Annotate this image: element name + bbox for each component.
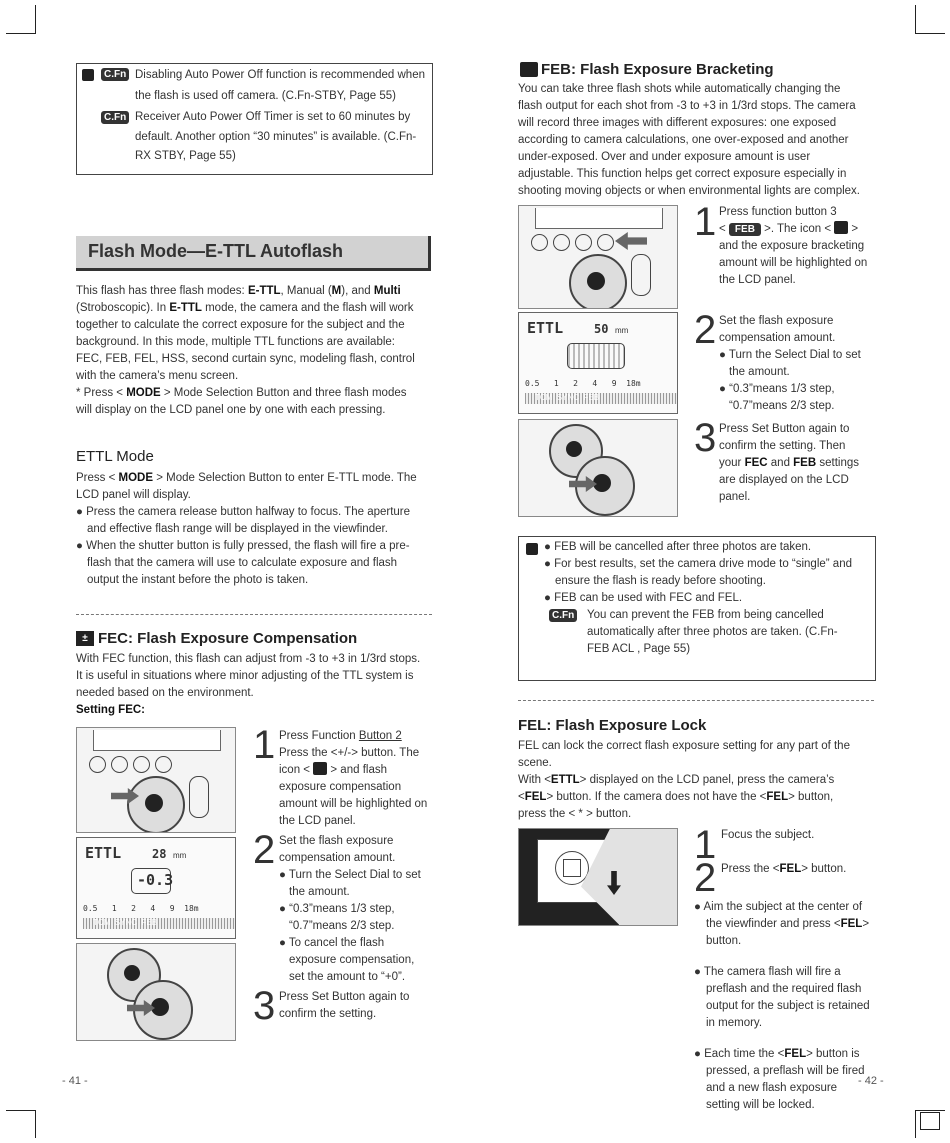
fec-step-1: Press Function Button 2 Press the <+/-> button. The icon < > and flash exposure compensation amount will be highlighted on the LCD panel. [279,730,428,827]
feb-step-2: Set the flash exposure compensation amount. ● Turn the Select Dial to set the amount. ● “0.3”means 1/3 step, “0.7”means 2/3 step. [719,315,861,412]
note-line: default. Another option “30 minutes” is available. (C.Fn- [135,131,417,143]
lcd-feb: ETTL 50 mm 0.5 1 2 4 9 18m TCM SYNC FEB [518,312,678,414]
note-line: the flash is used off camera. (C.Fn-STBY, Page 55) [135,90,397,102]
crop-mark [915,33,945,34]
feb-step-1: Press function button 3 < FEB >. The icon < > and the exposure bracketing amount will be highlighted on the LCD panel. [719,206,868,286]
feb-icon [834,221,848,234]
register-box [920,1112,940,1130]
step-number: 3 [253,984,276,1028]
crop-mark [915,1110,945,1111]
fel-title: FEL: Flash Exposure Lock [518,717,707,734]
page-number: - 41 - [62,1075,88,1087]
ettl-paragraph: Press < MODE > Mode Selection Button to enter E-TTL mode. The LCD panel will display. ● Press the camera release button halfway to focus. The aperture and effective flash range will be displayed in the viewfinder. ● When the shutter button is fully pressed, the flash will fire a pre- flash that the camera will use to calculate exposure and flash output the instant before the photo is taken. [76,472,417,586]
dial-illustration [76,943,236,1041]
feb-title: FEB: Flash Exposure Bracketing [541,61,774,78]
crop-mark [35,5,36,33]
intro-paragraph: This flash has three flash modes: E-TTL, Manual (M), and Multi (Stroboscopic). In E-TTL mode, the camera and the flash will work together to calculate the correct exposure for the subject and the background. In this mode, multiple TTL functions are available: FEC, FEB, FEL, HSS, second curtain sync, modeling flash, control with the camera’s menu screen. * Press < MODE > Mode Selection Button and three flash modes will display on the LCD panel one by one with each pressing. [76,285,415,416]
page-number: - 42 - [858,1075,884,1087]
divider [76,614,432,615]
step-number: 3 [694,416,717,460]
fec-icon [313,762,327,775]
section-title: Flash Mode—E-TTL Autoflash [88,241,343,261]
note-line: Receiver Auto Power Off Timer is set to 60 minutes by [135,111,411,123]
fec-step-2: Set the flash exposure compensation amount. ● Turn the Select Dial to set the amount. ● “0.3”means 1/3 step, “0.7”means 2/3 step. ● To cancel the flash exposure compensation, set the amount to “+0”. [279,835,421,983]
fel-bullets: ● Aim the subject at the center of the viewfinder and press <FEL> button. ● The camera flash will fire a preflash and the required flash output for the subject is retained in memory. ● Each time the <FEL> button is pressed, a preflash will be fired and a new flash exposure setting will be locked. [694,901,870,1111]
crop-mark [915,5,916,33]
lcd-fec: ETTL 28 mm -0.3 0.5 1 2 4 9 18m TCM SYNC FEB [76,837,236,939]
fec-icon: ± [76,631,94,646]
note-icon [82,69,94,81]
flash-buttons-illustration [518,205,678,309]
crop-mark [6,33,36,34]
fel-step-1: Focus the subject. [721,829,815,841]
dial-illustration [518,419,678,517]
note-line: Disabling Auto Power Off function is recommended when [135,69,425,81]
note-line: RX STBY, Page 55) [135,150,236,162]
crop-mark [35,1110,36,1138]
fec-step-3: Press Set Button again to confirm the setting. [279,991,410,1020]
cfn-tag: C.Fn [101,68,129,81]
feb-step-3: Press Set Button again to confirm the setting. Then your FEC and FEB settings are displayed on the LCD panel. [719,423,859,503]
feb-tag: FEB [729,223,761,236]
camera-viewfinder-illustration [518,828,678,926]
divider [518,700,874,701]
feb-icon [520,62,538,77]
step-number: 1 [694,823,717,867]
step-number: 2 [694,308,717,352]
fec-title: FEC: Flash Exposure Compensation [98,630,358,647]
step-number: 1 [253,723,276,767]
fel-paragraph: FEL can lock the correct flash exposure setting for any part of the scene. With <ETTL> displayed on the LCD panel, press the camera’s <FEL> button. If the camera does not have the <FEL> button, press the < * > button. [518,740,850,820]
step-number: 2 [694,856,717,900]
step-number: 1 [694,200,717,244]
ettl-title: ETTL Mode [76,448,154,465]
cfn-tag: C.Fn [101,111,129,124]
crop-mark [915,1110,916,1138]
fel-step-2: Press the <FEL> button. [721,863,847,875]
feb-note-cfn: You can prevent the FEB from being cancelled automatically after three photos are taken. (C.Fn- FEB ACL , Page 55) [587,609,838,655]
feb-note: ● FEB will be cancelled after three photos are taken. ● For best results, set the camera drive mode to “single” and ensure the flash is ready before shooting. ● FEB can be used with FEC and FEL. [544,541,852,604]
step-number: 2 [253,828,276,872]
cfn-tag: C.Fn [549,609,577,622]
crop-mark [6,1110,36,1111]
feb-paragraph: You can take three flash shots while automatically changing the flash output for each shot from -3 to +3 in 1/3rd stops. The camera will record three images with different exposures: one exposed according to camera calculations, one over-exposed and another under-exposed. Over and under exposure amount is user adjustable. This function helps get correct exposure especially in shooting moving objects or when environmental lights are complex. [518,83,860,197]
fec-paragraph: With FEC function, this flash can adjust from -3 to +3 in 1/3rd stops. It is useful in situations where minor adjusting of the TTL system is needed based on the environment. Setting FEC: [76,653,421,716]
note-icon [526,543,538,555]
flash-buttons-illustration [76,727,236,833]
